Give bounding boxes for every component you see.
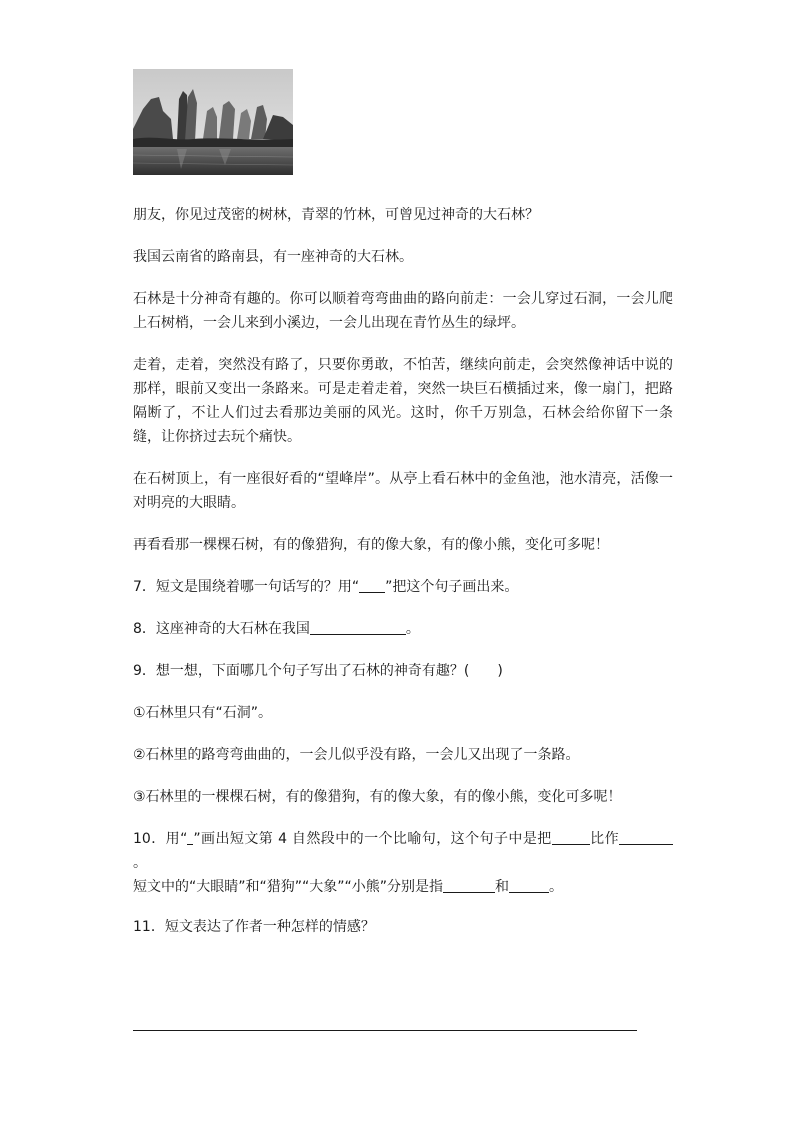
passage-paragraph-2: 我国云南省的路南县，有一座神奇的大石林。 xyxy=(133,249,413,265)
question-7-text-b: ”把这个句子画出来。 xyxy=(385,579,519,595)
worksheet-body xyxy=(133,203,673,957)
passage-paragraph-5: 在石树顶上，有一座很好看的“望峰岸”。从亭上看石林中的金鱼池，池水清亮，活像一对明亮的大眼睛。 xyxy=(133,471,673,511)
question-10-text-g: 。 xyxy=(549,879,564,895)
answer-blank[interactable] xyxy=(552,830,590,845)
passage-paragraph-3: 石林是十分神奇有趣的。你可以顺着弯弯曲曲的路向前走：一会儿穿过石洞，一会儿爬上石树梢，一会儿来到小溪边，一会儿出现在青竹丛生的绿坪。 xyxy=(133,291,673,331)
question-10-text-e: 短文中的“大眼睛”和“猎狗”“大象”“小熊”分别是指 xyxy=(133,879,444,895)
question-10-text-f: 和 xyxy=(495,879,510,895)
question-7-text-a: 7．短文是围绕着哪一句话写的？用“ xyxy=(133,579,360,595)
stone-forest-photo xyxy=(133,69,293,175)
question-9-option-1: ①石林里只有“石洞”。 xyxy=(133,705,273,721)
underline-marker xyxy=(359,578,385,593)
answer-blank[interactable] xyxy=(619,830,673,845)
answer-blank[interactable] xyxy=(310,620,406,635)
passage-paragraph-6: 再看看那一棵棵石树，有的像猎狗，有的像大象，有的像小熊，变化可多呢！ xyxy=(133,537,609,553)
question-8 xyxy=(133,617,673,641)
question-8-text-a: 8．这座神奇的大石林在我国 xyxy=(133,621,310,637)
question-10-text-d: 。 xyxy=(133,855,147,871)
question-10-text-c: 比作 xyxy=(589,831,620,847)
question-8-text-b: 。 xyxy=(405,621,420,637)
question-10 xyxy=(133,827,673,899)
question-10-text-b: ”画出短文第 4 自然段中的一个比喻句，这个句子中是把 xyxy=(193,831,552,847)
question-7 xyxy=(133,575,673,599)
question-10-text-a: 10．用“ xyxy=(133,831,188,847)
passage-paragraph-1: 朋友，你见过茂密的树林，青翠的竹林，可曾见过神奇的大石林？ xyxy=(133,207,539,223)
question-9-option-2: ②石林里的路弯弯曲曲的，一会儿似乎没有路，一会儿又出现了一条路。 xyxy=(133,747,580,763)
answer-blank[interactable] xyxy=(509,878,549,893)
question-11: 11．短文表达了作者一种怎样的情感？ xyxy=(133,919,375,935)
answer-blank[interactable] xyxy=(443,878,495,893)
question-9: 9．想一想，下面哪几个句子写出了石林的神奇有趣？( ) xyxy=(133,663,503,679)
answer-line[interactable] xyxy=(133,1030,637,1031)
question-9-option-3: ③石林里的一棵棵石树，有的像猎狗，有的像大象，有的像小熊，变化可多呢！ xyxy=(133,789,622,805)
passage-paragraph-4: 走着，走着，突然没有路了，只要你勇敢，不怕苦，继续向前走，会突然像神话中说的那样，眼前又变出一条路来。可是走着走着，突然一块巨石横插过来，像一扇门，把路隔断了，不让人们过去看那边美丽的风光。这时，你千万别急，石林会给你留下一条缝，让你挤过去玩个痛快。 xyxy=(133,357,673,445)
